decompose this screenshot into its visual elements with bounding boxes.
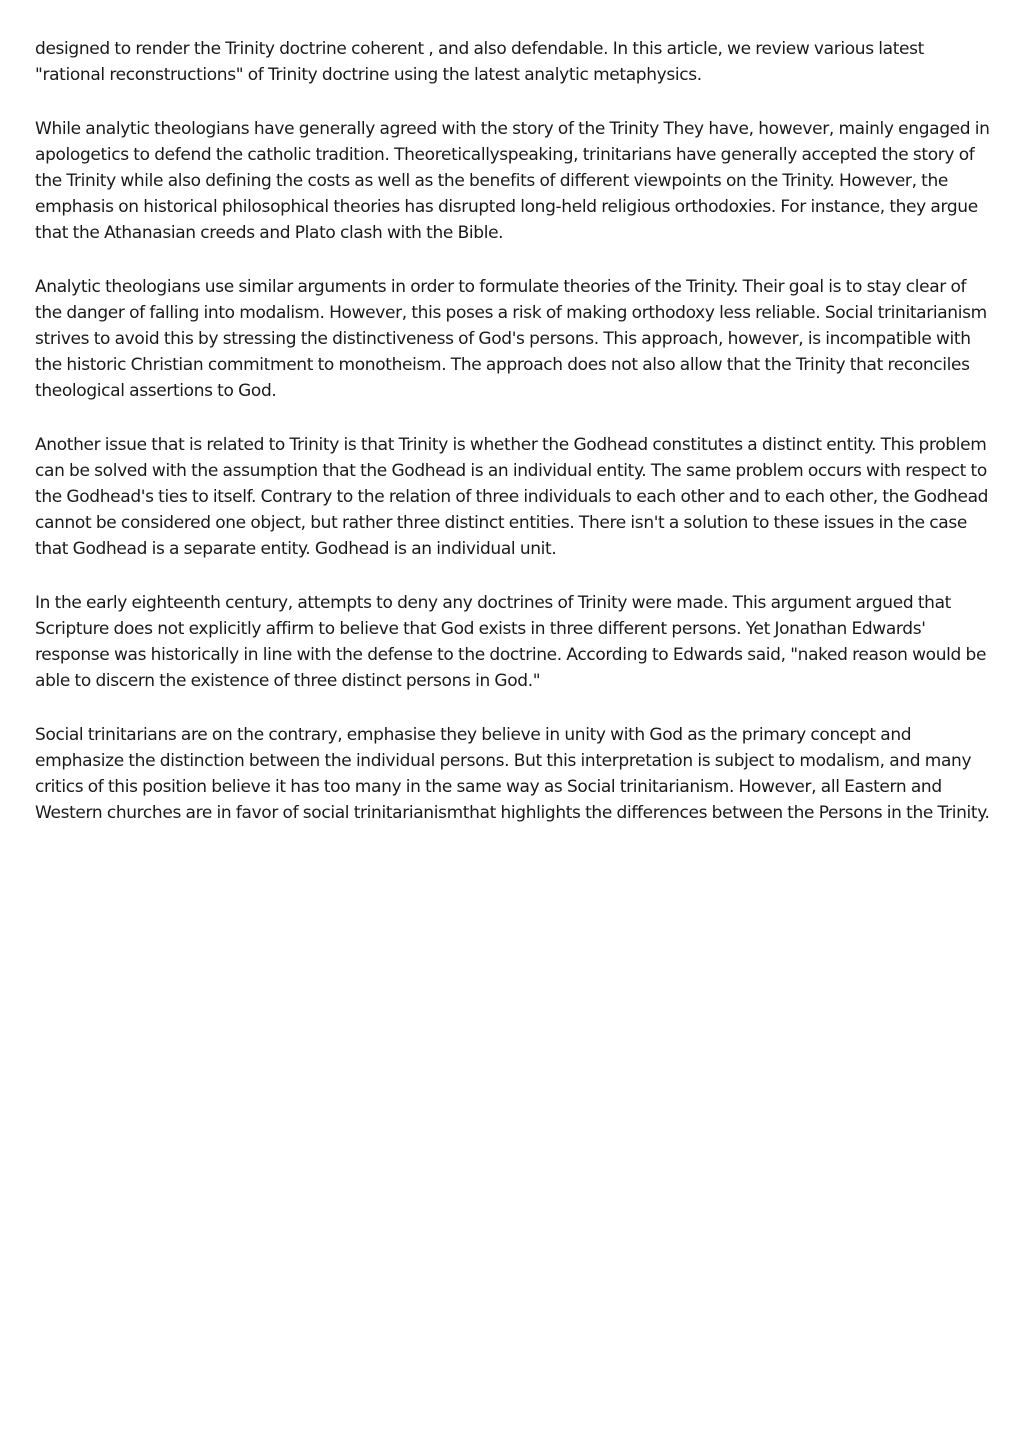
paragraph-6: Social trinitarians are on the contrary, emphasise they believe in unity with God as the primary concept and emphasize the distinction between the individual persons. But this interpretation is subject to modalism, and many critics of this position believe it has too many in the same way as Social trinitarianism. However, all Eastern and Western churches are in favor of social trinitarianismthat highlights the differences between the Persons in the Trinity. (35, 725, 990, 823)
paragraph-5: In the early eighteenth century, attempts to deny any doctrines of Trinity were made. This argument argued that Scripture does not explicitly affirm to believe that God exists in three different persons. Yet Jonathan Edwards' response was historically in line with the defense to the doctrine. According to Edwards said, "naked reason would be able to discern the existence of three distinct persons in God." (35, 593, 987, 691)
paragraph-2: While analytic theologians have generally agreed with the story of the Trinity They have, however, mainly engaged in apologetics to defend the catholic tradition. Theoreticallyspeaking, trinitarians have generally accepted the story of the Trinity while also defining the costs as well as the benefits of different viewpoints on the Trinity. However, the emphasis on historical philosophical theories has disrupted long-held religious orthodoxies. For instance, they argue that the Athanasian creeds and Plato clash with the Bible. (35, 119, 990, 243)
paragraph-1: designed to render the Trinity doctrine coherent , and also defendable. In this article, we review various latest "rational reconstructions" of Trinity doctrine using the latest analytic metaphysics. (35, 39, 924, 85)
paragraph-4: Another issue that is related to Trinity is that Trinity is whether the Godhead constitutes a distinct entity. This problem can be solved with the assumption that the Godhead is an individual entity. The same problem occurs with respect to the Godhead's ties to itself. Contrary to the relation of three individuals to each other and to each other, the Godhead cannot be considered one object, but rather three distinct entities. There isn't a solution to these issues in the case that Godhead is a separate entity. Godhead is an individual unit. (35, 435, 989, 559)
document-page (35, 36, 995, 854)
paragraph-3: Analytic theologians use similar arguments in order to formulate theories of the Trinity. Their goal is to stay clear of the danger of falling into modalism. However, this poses a risk of making orthodoxy less reliable. Social trinitarianism strives to avoid this by stressing the distinctiveness of God's persons. This approach, however, is incompatible with the historic Christian commitment to monotheism. The approach does not also allow that the Trinity that reconciles theological assertions to God. (35, 277, 987, 401)
